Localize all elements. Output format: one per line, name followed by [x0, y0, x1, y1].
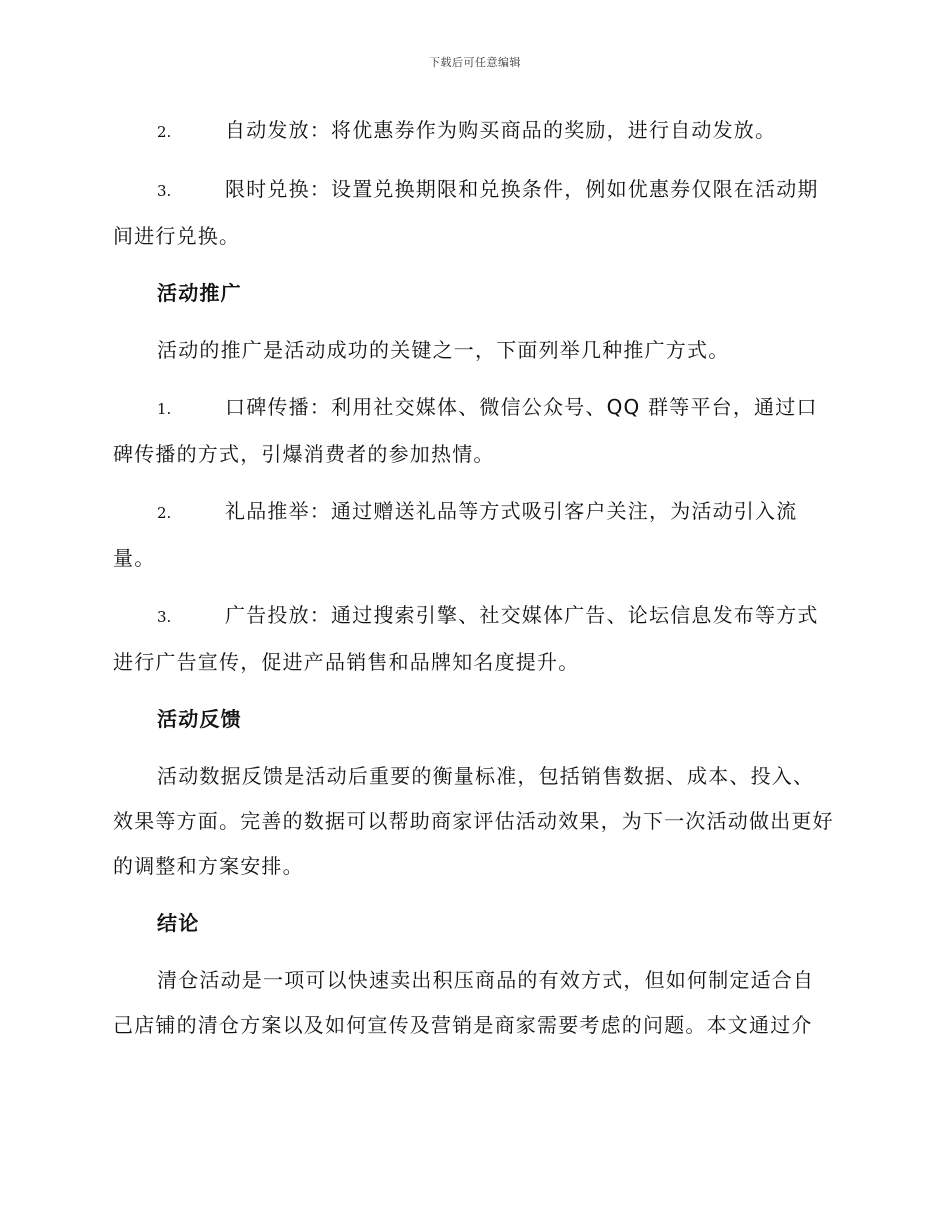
page-header-note: 下载后可任意编辑	[429, 56, 521, 69]
section-heading-conclusion: 结论	[157, 911, 200, 935]
document-body	[113, 108, 835, 1060]
list-number: 3.	[157, 182, 172, 200]
conclusion-paragraph: 清仓活动是一项可以快速卖出积压商品的有效方式，但如何制定适合自己店铺的清仓方案以及如何宣传及营销是商家需要考虑的问题。本文通过介	[113, 968, 815, 1037]
list-number: 3.	[157, 608, 172, 626]
list-item-text: 广告投放：通过搜索引擎、社交媒体广告、论坛信息发布等方式进行广告宣传，促进产品销售和品牌知名度提升。	[113, 603, 819, 674]
list-number: 1.	[157, 400, 172, 418]
section-heading-promotion: 活动推广	[157, 281, 242, 305]
promotion-intro-paragraph: 活动的推广是活动成功的关键之一，下面列举几种推广方式。	[157, 338, 730, 362]
feedback-paragraph: 活动数据反馈是活动后重要的衡量标准，包括销售数据、成本、投入、效果等方面。完善的数据可以帮助商家评估活动效果，为下一次活动做出更好的调整和方案安排。	[113, 764, 834, 878]
list-item-text: 礼品推举：通过赠送礼品等方式吸引客户关注，为活动引入流量。	[113, 499, 798, 570]
section-heading-feedback: 活动反馈	[157, 707, 242, 731]
list-item-word-of-mouth	[113, 385, 835, 477]
list-number: 2.	[157, 504, 172, 522]
list-item-auto-issue	[113, 108, 835, 155]
list-item-ads	[113, 593, 835, 685]
list-item-text: 口碑传播：利用社交媒体、微信公众号、QQ 群等平台，通过口碑传播的方式，引爆消费者的参加热情。	[113, 395, 818, 466]
list-item-text: 自动发放：将优惠券作为购买商品的奖励，进行自动发放。	[225, 118, 777, 142]
list-item-text: 限时兑换：设置兑换期限和兑换条件，例如优惠券仅限在活动期间进行兑换。	[113, 177, 819, 248]
list-item-limited-redeem	[113, 167, 835, 259]
list-number: 2.	[157, 123, 172, 141]
list-item-gift	[113, 489, 835, 581]
